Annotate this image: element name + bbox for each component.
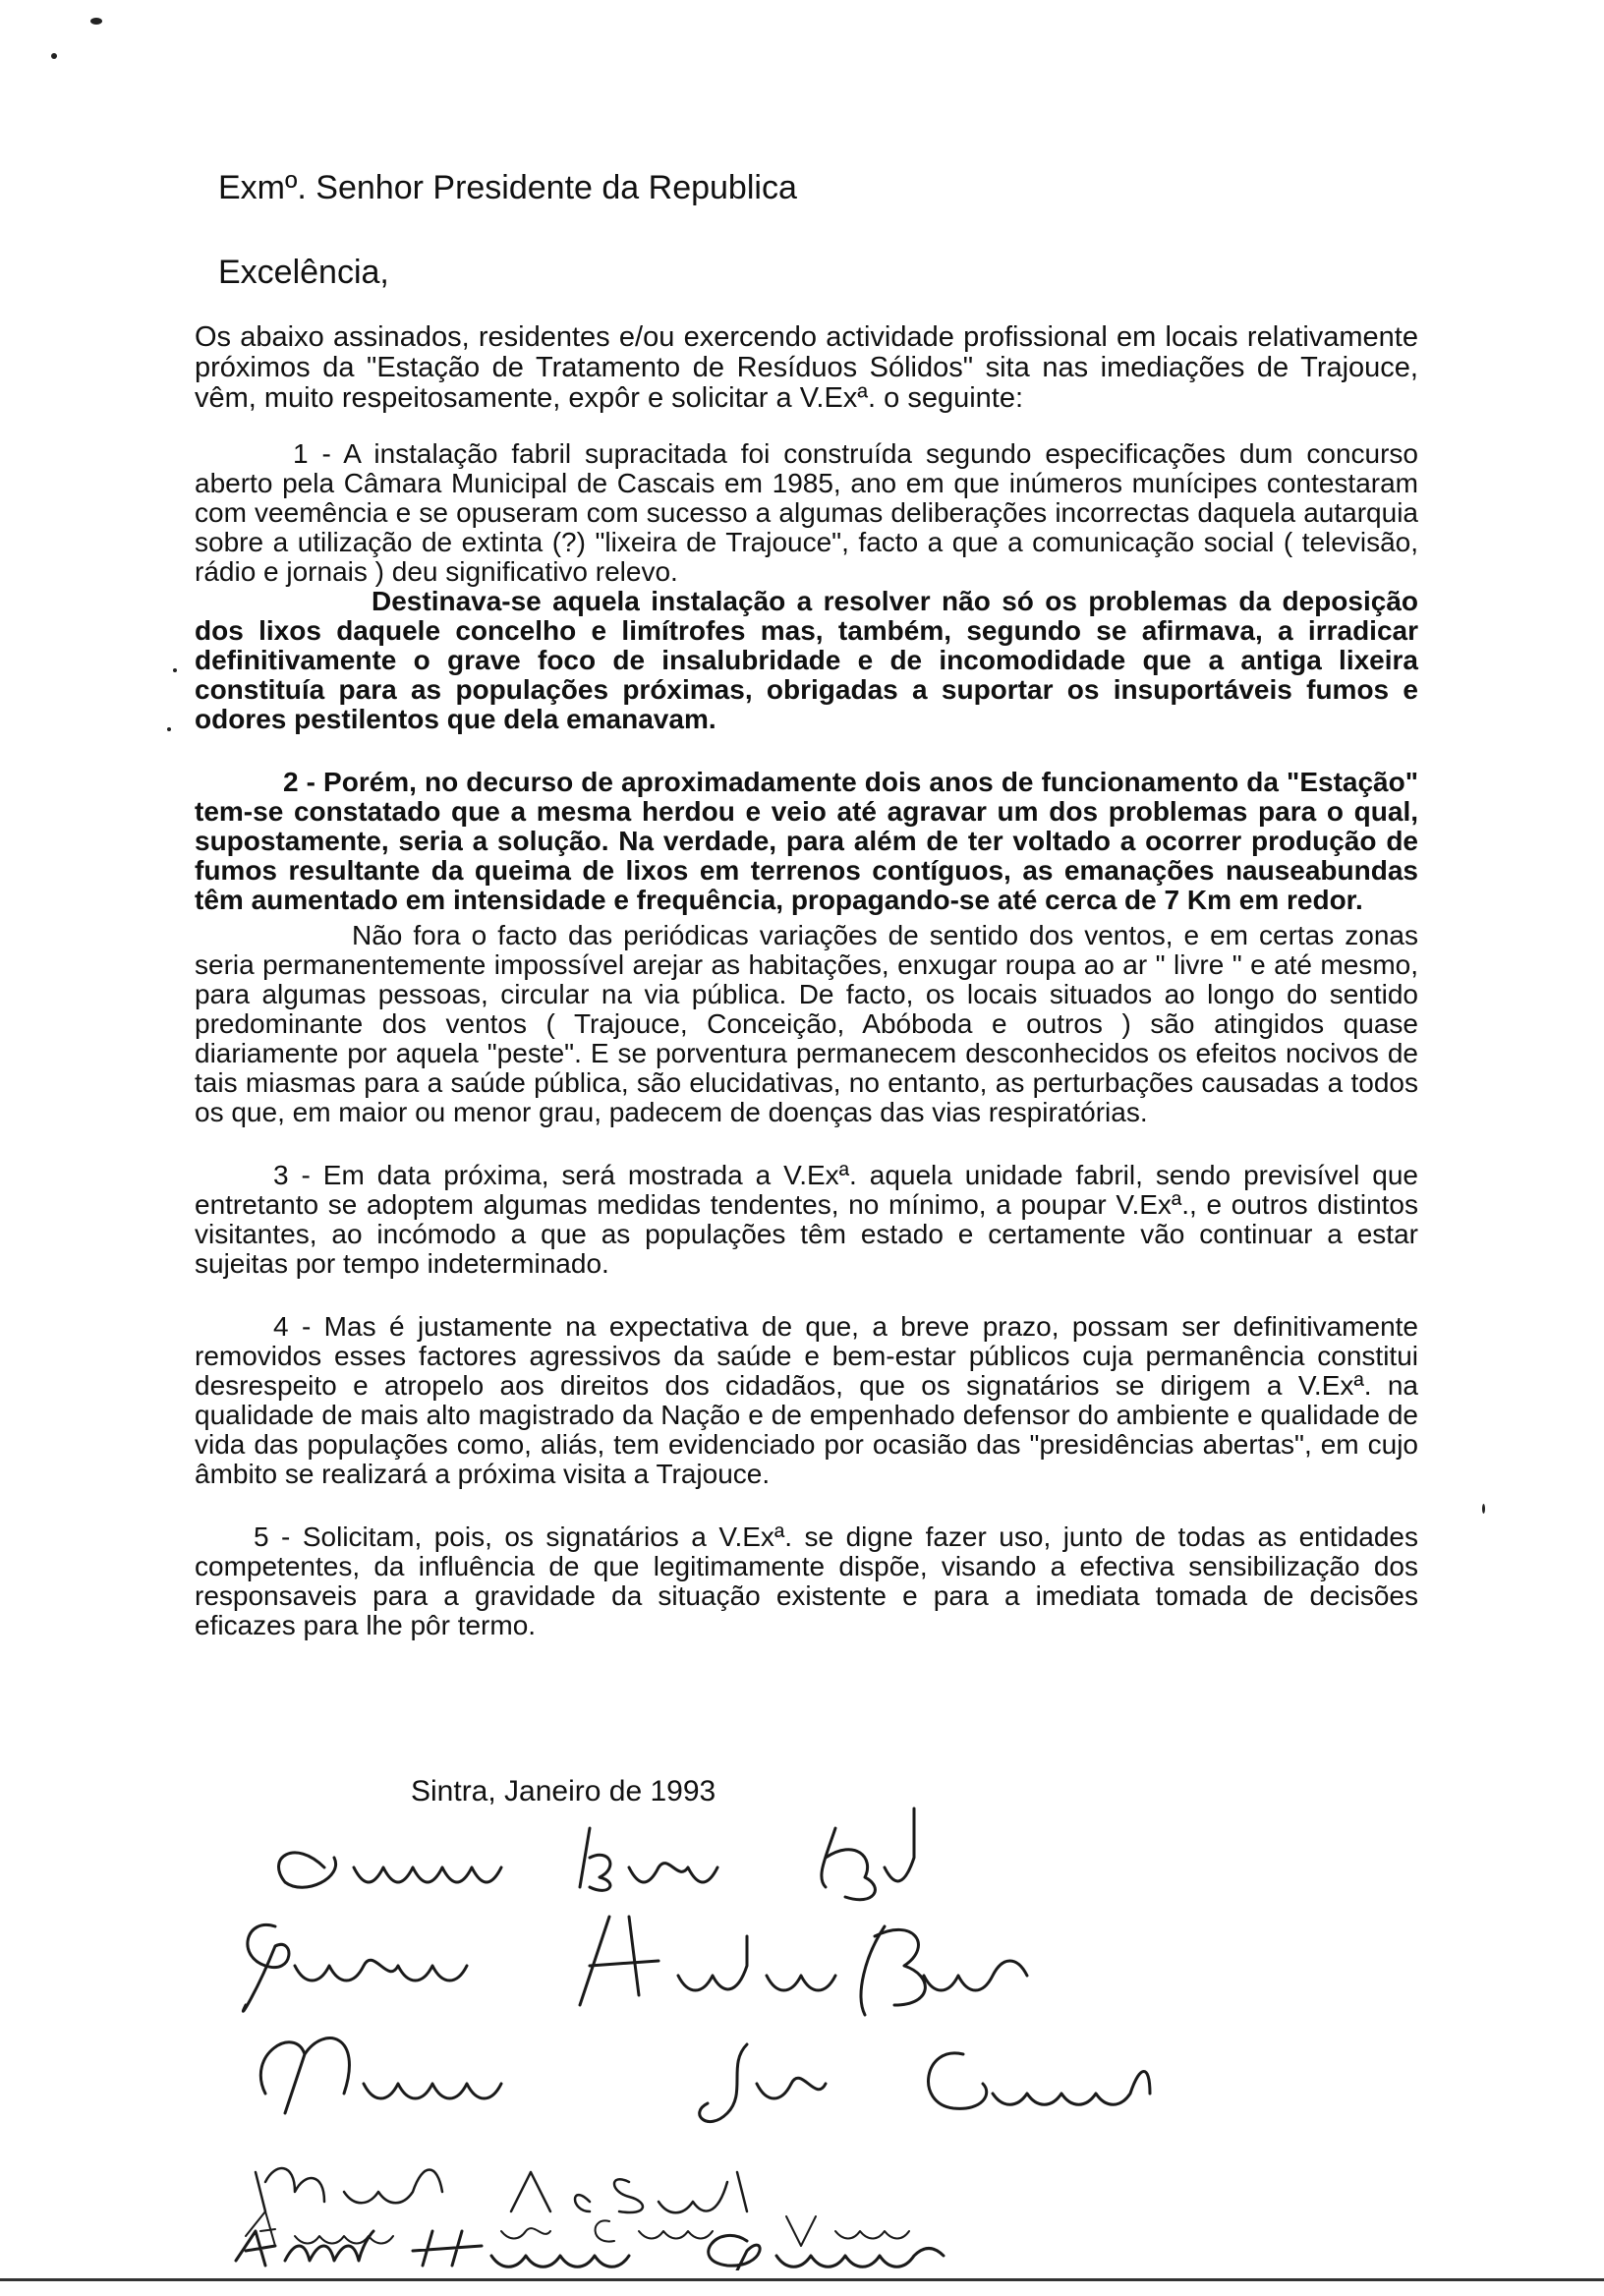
addressee-line: Exmº. Senhor Presidente da Republica [218, 169, 797, 206]
paragraph-2b: Não fora o facto das periódicas variações de sentido dos ventos, e em certas zonas seria permanentemente impossível arejar as habitações, enxugar roupa ao ar " livre " e até mesmo, para algumas pessoas, circular na via pública. De facto, os locais situados ao longo do sentido predominante dos ventos ( Trajouce, Conceição, Abóboda e outros ) são atingidos quase diariamente por aquela "peste". E se porventura permanecem desconhecidos os efeitos nocivos de tais miasmas para a saúde pública, são elucidativas, no entanto, as perturbações causadas a todos os que, em maior ou menor grau, padecem de doenças das vias respiratórias. [195, 920, 1418, 1127]
scan-speck [167, 727, 171, 731]
paragraph-1b [195, 587, 1418, 734]
place-date: Sintra, Janeiro de 1993 [411, 1775, 716, 1808]
signature-4 [256, 2168, 747, 2212]
paragraph-1a: 1 - A instalação fabril supracitada foi construída segundo especificações dum concurso aberto pela Câmara Municipal de Cascais em 1985, ano em que inúmeros munícipes contestaram com veemência e se opuseram com sucesso a algumas deliberações incorrectas daquela autarquia sobre a utilização de extinta (?) "lixeira de Trajouce", facto a que a comunicação social ( televisão, rádio e jornais ) deu significativo relevo. [195, 438, 1418, 587]
signatures-block [0, 1799, 1604, 2270]
paragraph-1b-text: Destinava-se aquela instalação a resolver não só os problemas da deposição dos lixos daquele concelho e limítrofes mas, também, segundo se afirmava, a irradicar definitivamente o grave foco de insalubridade e de incomodidade que a antiga lixeira constituía para as populações próximas, obrigadas a suportar os insuportáveis fumos e odores pestilentos que dela emanavam. [195, 586, 1418, 734]
signature-5 [246, 2211, 909, 2246]
paragraph-3: 3 - Em data próxima, será mostrada a V.Exª. aquela unidade fabril, sendo previsível que entretanto se adoptem algumas medidas tendentes, no mínimo, a poupar V.Exª., e outros distintos visitantes, ao incómodo a que as populações têm estado e certamente vão continuar a estar sujeitas por tempo indeterminado. [195, 1160, 1418, 1279]
signature-3 [260, 2038, 1150, 2122]
greeting-line: Excelência, [218, 254, 389, 291]
signature-2 [243, 1917, 1027, 2015]
paragraph-4: 4 - Mas é justamente na expectativa de que, a breve prazo, possam ser definitivamente removidos esses factores agressivos da saúde e bem-estar públicos cuja permanência constitui desrespeito e atropelo aos direitos dos cidadãos, que os signatários se dirigem a V.Exª. na qualidade de mais alto magistrado da Nação e de empenhado defensor do ambiente e qualidade de vida das populações como, aliás, tem evidenciado por ocasião das "presidências abertas", em cujo âmbito se realizará a próxima visita a Trajouce. [195, 1311, 1418, 1489]
intro-paragraph: Os abaixo assinados, residentes e/ou exercendo actividade profissional em locais relativamente próximos da "Estação de Tratamento de Resíduos Sólidos" sita nas imediações de Trajouce, vêm, muito respeitosamente, expôr e solicitar a V.Exª. o seguinte: [195, 321, 1418, 414]
signature-1 [279, 1808, 914, 1900]
paragraph-2a: 2 - Porém, no decurso de aproximadamente dois anos de funcionamento da "Estação" tem-se constatado que a mesma herdou e veio até agravar um dos problemas para o qual, supostamente, seria a solução. Na verdade, para além de ter voltado a ocorrer produção de fumos resultante da queima de lixos em terrenos contíguos, as emanações nauseabundas têm aumentado em intensidade e frequência, propagando-se até cerca de 7 Km em redor. [195, 767, 1418, 915]
scan-bottom-edge [0, 2278, 1604, 2281]
scan-speck [90, 18, 102, 25]
paragraph-5: 5 - Solicitam, pois, os signatários a V.Exª. se digne fazer uso, junto de todas as entidades competentes, da influência de que legitimamente dispõe, visando a efectiva sensibilização dos responsaveis para a gravidade da situação existente e para a imediata tomada de decisões eficazes para lhe pôr termo. [195, 1521, 1418, 1640]
scan-speck [1482, 1504, 1485, 1514]
letter-body [195, 322, 1418, 1640]
scan-speck [51, 53, 57, 59]
scan-speck [173, 668, 177, 672]
